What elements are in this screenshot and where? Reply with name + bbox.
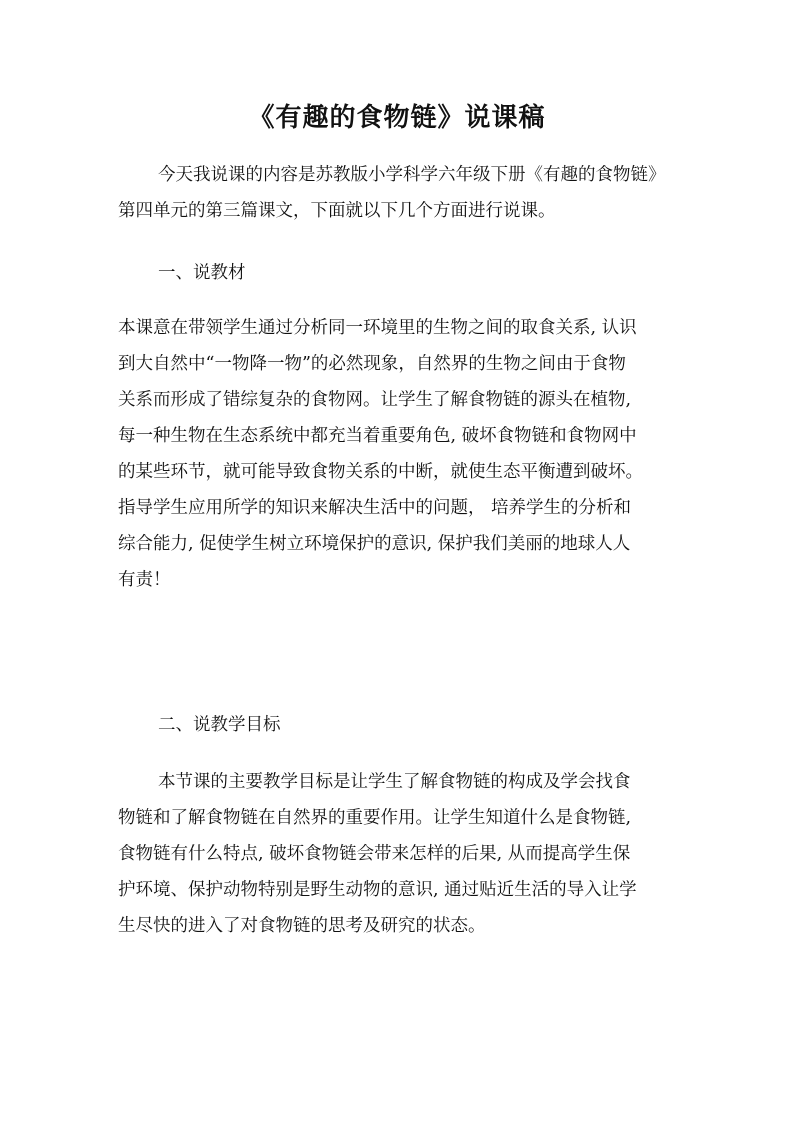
section1-heading: 一、说教材 [158,263,246,283]
section2-heading: 二、说教学目标 [158,715,281,735]
intro-line: 第四单元的第三篇课文，下面就以下几个方面进行说课。 [118,201,556,221]
intro-paragraph [118,157,688,229]
section1-line: 指导学生应用所学的知识来解决生活中的问题， 培养学生的分析和 [118,498,632,518]
section2-line: 本节课的主要教学目标是让学生了解食物链的构成及学会找食 [158,772,631,792]
section2-paragraph [118,764,688,944]
section2-line: 护环境、保护动物特别是野生动物的意识, 通过贴近生活的导入让学 [118,880,637,900]
section1-line: 有责！ [118,570,171,590]
section1-line: 的某些环节，就可能导致食物关系的中断，就使生态平衡遭到破坏。 [118,462,643,482]
section2-line: 食物链有什么特点, 破坏食物链会带来怎样的后果, 从而提高学生保 [118,844,631,864]
section1-line: 关系而形成了错综复杂的食物网。让学生了解食物链的源头在植物, [118,390,632,410]
section1-line: 每一种生物在生态系统中都充当着重要角色, 破坏食物链和食物网中 [118,426,637,446]
intro-line: 今天我说课的内容是苏教版小学科学六年级下册《有趣的食物链》 [158,165,666,185]
section1-line: 综合能力, 促使学生树立环境保护的意识, 保护我们美丽的地球人人 [118,534,631,554]
document-title: 《有趣的食物链》说课稿 [248,103,546,133]
section1-line: 本课意在带领学生通过分析同一环境里的生物之间的取食关系, 认识 [118,318,637,338]
section2-line: 生尽快的进入了对食物链的思考及研究的状态。 [118,916,486,936]
section1-line: 到大自然中“一物降一物”的必然现象，自然界的生物之间由于食物 [118,354,626,374]
section1-paragraph [118,310,688,598]
section2-line: 物链和了解食物链在自然界的重要作用。让学生知道什么是食物链, [118,808,632,828]
